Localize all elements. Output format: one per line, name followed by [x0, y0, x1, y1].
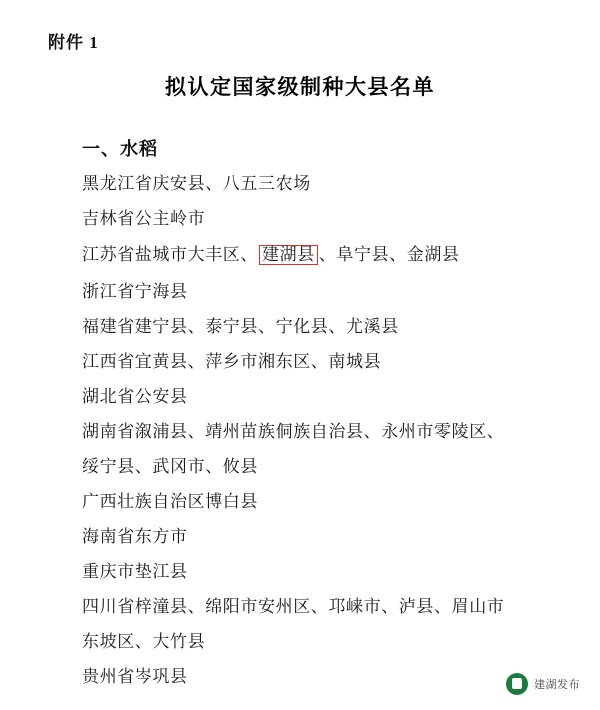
list-item: 重庆市垫江县 — [82, 561, 188, 581]
line-text-after: 、阜宁县、金湖县 — [318, 245, 460, 264]
watermark-account-name: 建湖发布 — [534, 679, 580, 691]
section-heading: 一、水稻 — [82, 139, 158, 159]
account-avatar-icon — [506, 673, 528, 695]
document-body — [82, 175, 560, 685]
list-item: 黑龙江省庆安县、八五三农场 — [82, 174, 311, 193]
list-item: 吉林省公主岭市 — [82, 209, 206, 228]
list-item: 湖南省溆浦县、靖州苗族侗族自治县、永州市零陵区、 — [82, 421, 505, 441]
list-item: 福建省建宁县、泰宁县、宁化县、尤溪县 — [82, 316, 399, 336]
page-title: 拟认定国家级制种大县名单 — [165, 75, 435, 99]
line-text-before: 江苏省盐城市大丰区、 — [82, 245, 258, 264]
list-item: 浙江省宁海县 — [82, 281, 188, 301]
list-item-highlighted — [82, 245, 560, 265]
list-item: 海南省东方市 — [82, 526, 188, 546]
list-item: 江西省宜黄县、萍乡市湘东区、南城县 — [82, 351, 382, 371]
list-item: 广西壮族自治区博白县 — [82, 491, 258, 511]
list-item: 东坡区、大竹县 — [82, 631, 206, 651]
list-item: 四川省梓潼县、绵阳市安州区、邛崃市、泸县、眉山市 — [82, 596, 505, 616]
watermark-badge — [500, 670, 586, 698]
list-item: 贵州省岑巩县 — [82, 666, 188, 686]
list-item: 湖北省公安县 — [82, 386, 188, 406]
highlighted-county: 建湖县 — [259, 245, 318, 265]
list-item: 绥宁县、武冈市、攸县 — [82, 456, 258, 476]
attachment-label: 附件 1 — [48, 33, 99, 52]
